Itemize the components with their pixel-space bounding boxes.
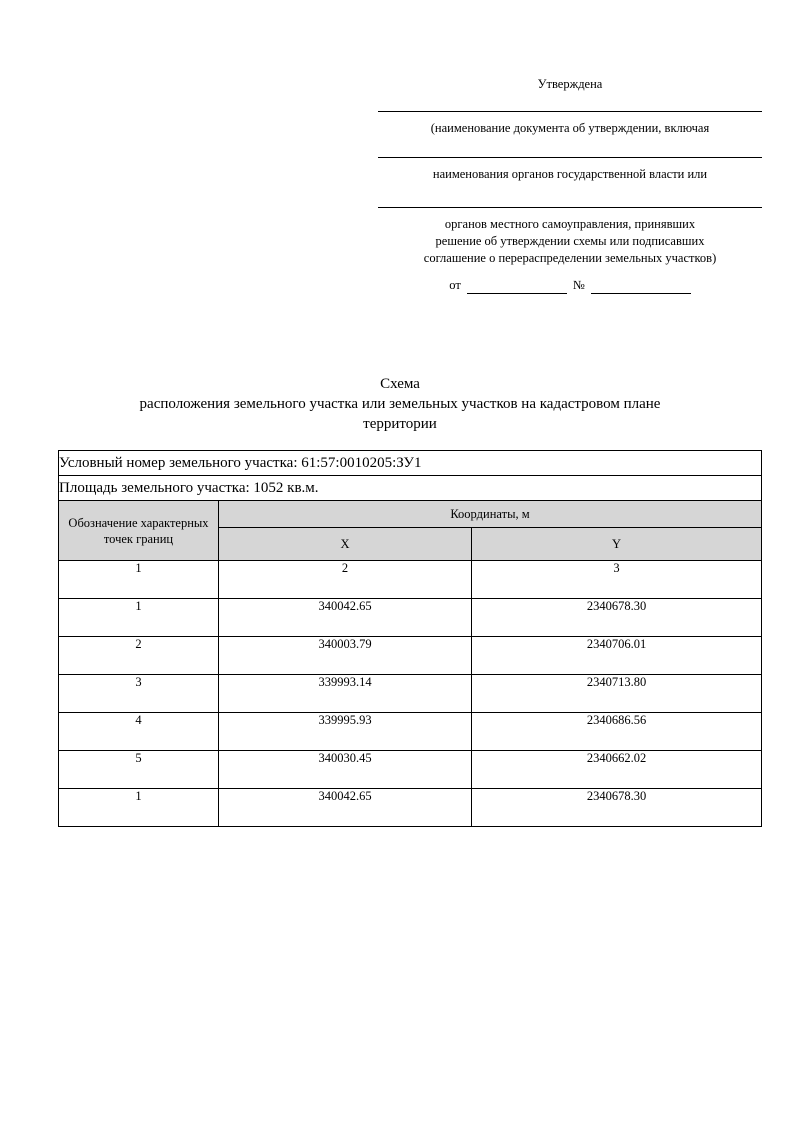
signature-line-3 [378,207,762,208]
approval-title: Утверждена [537,77,603,91]
x-header: X [219,528,472,561]
approval-line-3b: решение об утверждении схемы или подписавших [435,234,705,248]
table-body [59,561,762,827]
x-cell: 339993.14 [219,675,472,713]
document-heading [100,374,700,434]
heading-line-3: территории [363,416,437,432]
x-cell: 340030.45 [219,751,472,789]
table-row [59,713,762,751]
y-cell: 2340678.30 [472,789,762,827]
table-row [59,599,762,637]
point-cell: 1 [59,789,219,827]
approval-block [378,76,762,294]
x-cell: 340042.65 [219,789,472,827]
date-number-line [378,277,762,294]
y-header: Y [472,528,762,561]
y-cell: 3 [472,561,762,599]
y-cell: 2340686.56 [472,713,762,751]
coordinates-table [58,450,762,827]
approval-line-1: (наименование документа об утверждении, включая [430,121,710,135]
number-label: № [572,278,585,292]
parcel-area: Площадь земельного участка: 1052 кв.м. [59,476,762,501]
cadastral-number: Условный номер земельного участка: 61:57:0010205:ЗУ1 [59,451,762,476]
approval-line-3c: соглашение о перераспределении земельных участков) [423,251,717,265]
from-label: от [449,278,461,292]
table-row [59,561,762,599]
signature-line-2 [378,157,762,158]
y-cell: 2340678.30 [472,599,762,637]
table-row [59,789,762,827]
x-cell: 340003.79 [219,637,472,675]
point-cell: 1 [59,561,219,599]
x-cell: 2 [219,561,472,599]
point-cell: 5 [59,751,219,789]
x-cell: 340042.65 [219,599,472,637]
x-cell: 339995.93 [219,713,472,751]
heading-line-2: расположения земельного участка или земельных участков на кадастровом плане [139,396,661,412]
approval-line-2: наименования органов государственной власти или [432,167,708,181]
table-row [59,751,762,789]
approval-line-3a: органов местного самоуправления, принявших [444,217,696,231]
date-blank [467,279,567,294]
point-cell: 1 [59,599,219,637]
y-cell: 2340662.02 [472,751,762,789]
points-header: Обозначение характерных точек границ [59,501,219,561]
table-row [59,637,762,675]
y-cell: 2340713.80 [472,675,762,713]
signature-line-1 [378,111,762,112]
coordinates-header: Координаты, м [219,501,762,528]
y-cell: 2340706.01 [472,637,762,675]
number-blank [591,279,691,294]
point-cell: 3 [59,675,219,713]
point-cell: 2 [59,637,219,675]
table-row [59,675,762,713]
point-cell: 4 [59,713,219,751]
heading-line-1: Схема [380,376,420,392]
